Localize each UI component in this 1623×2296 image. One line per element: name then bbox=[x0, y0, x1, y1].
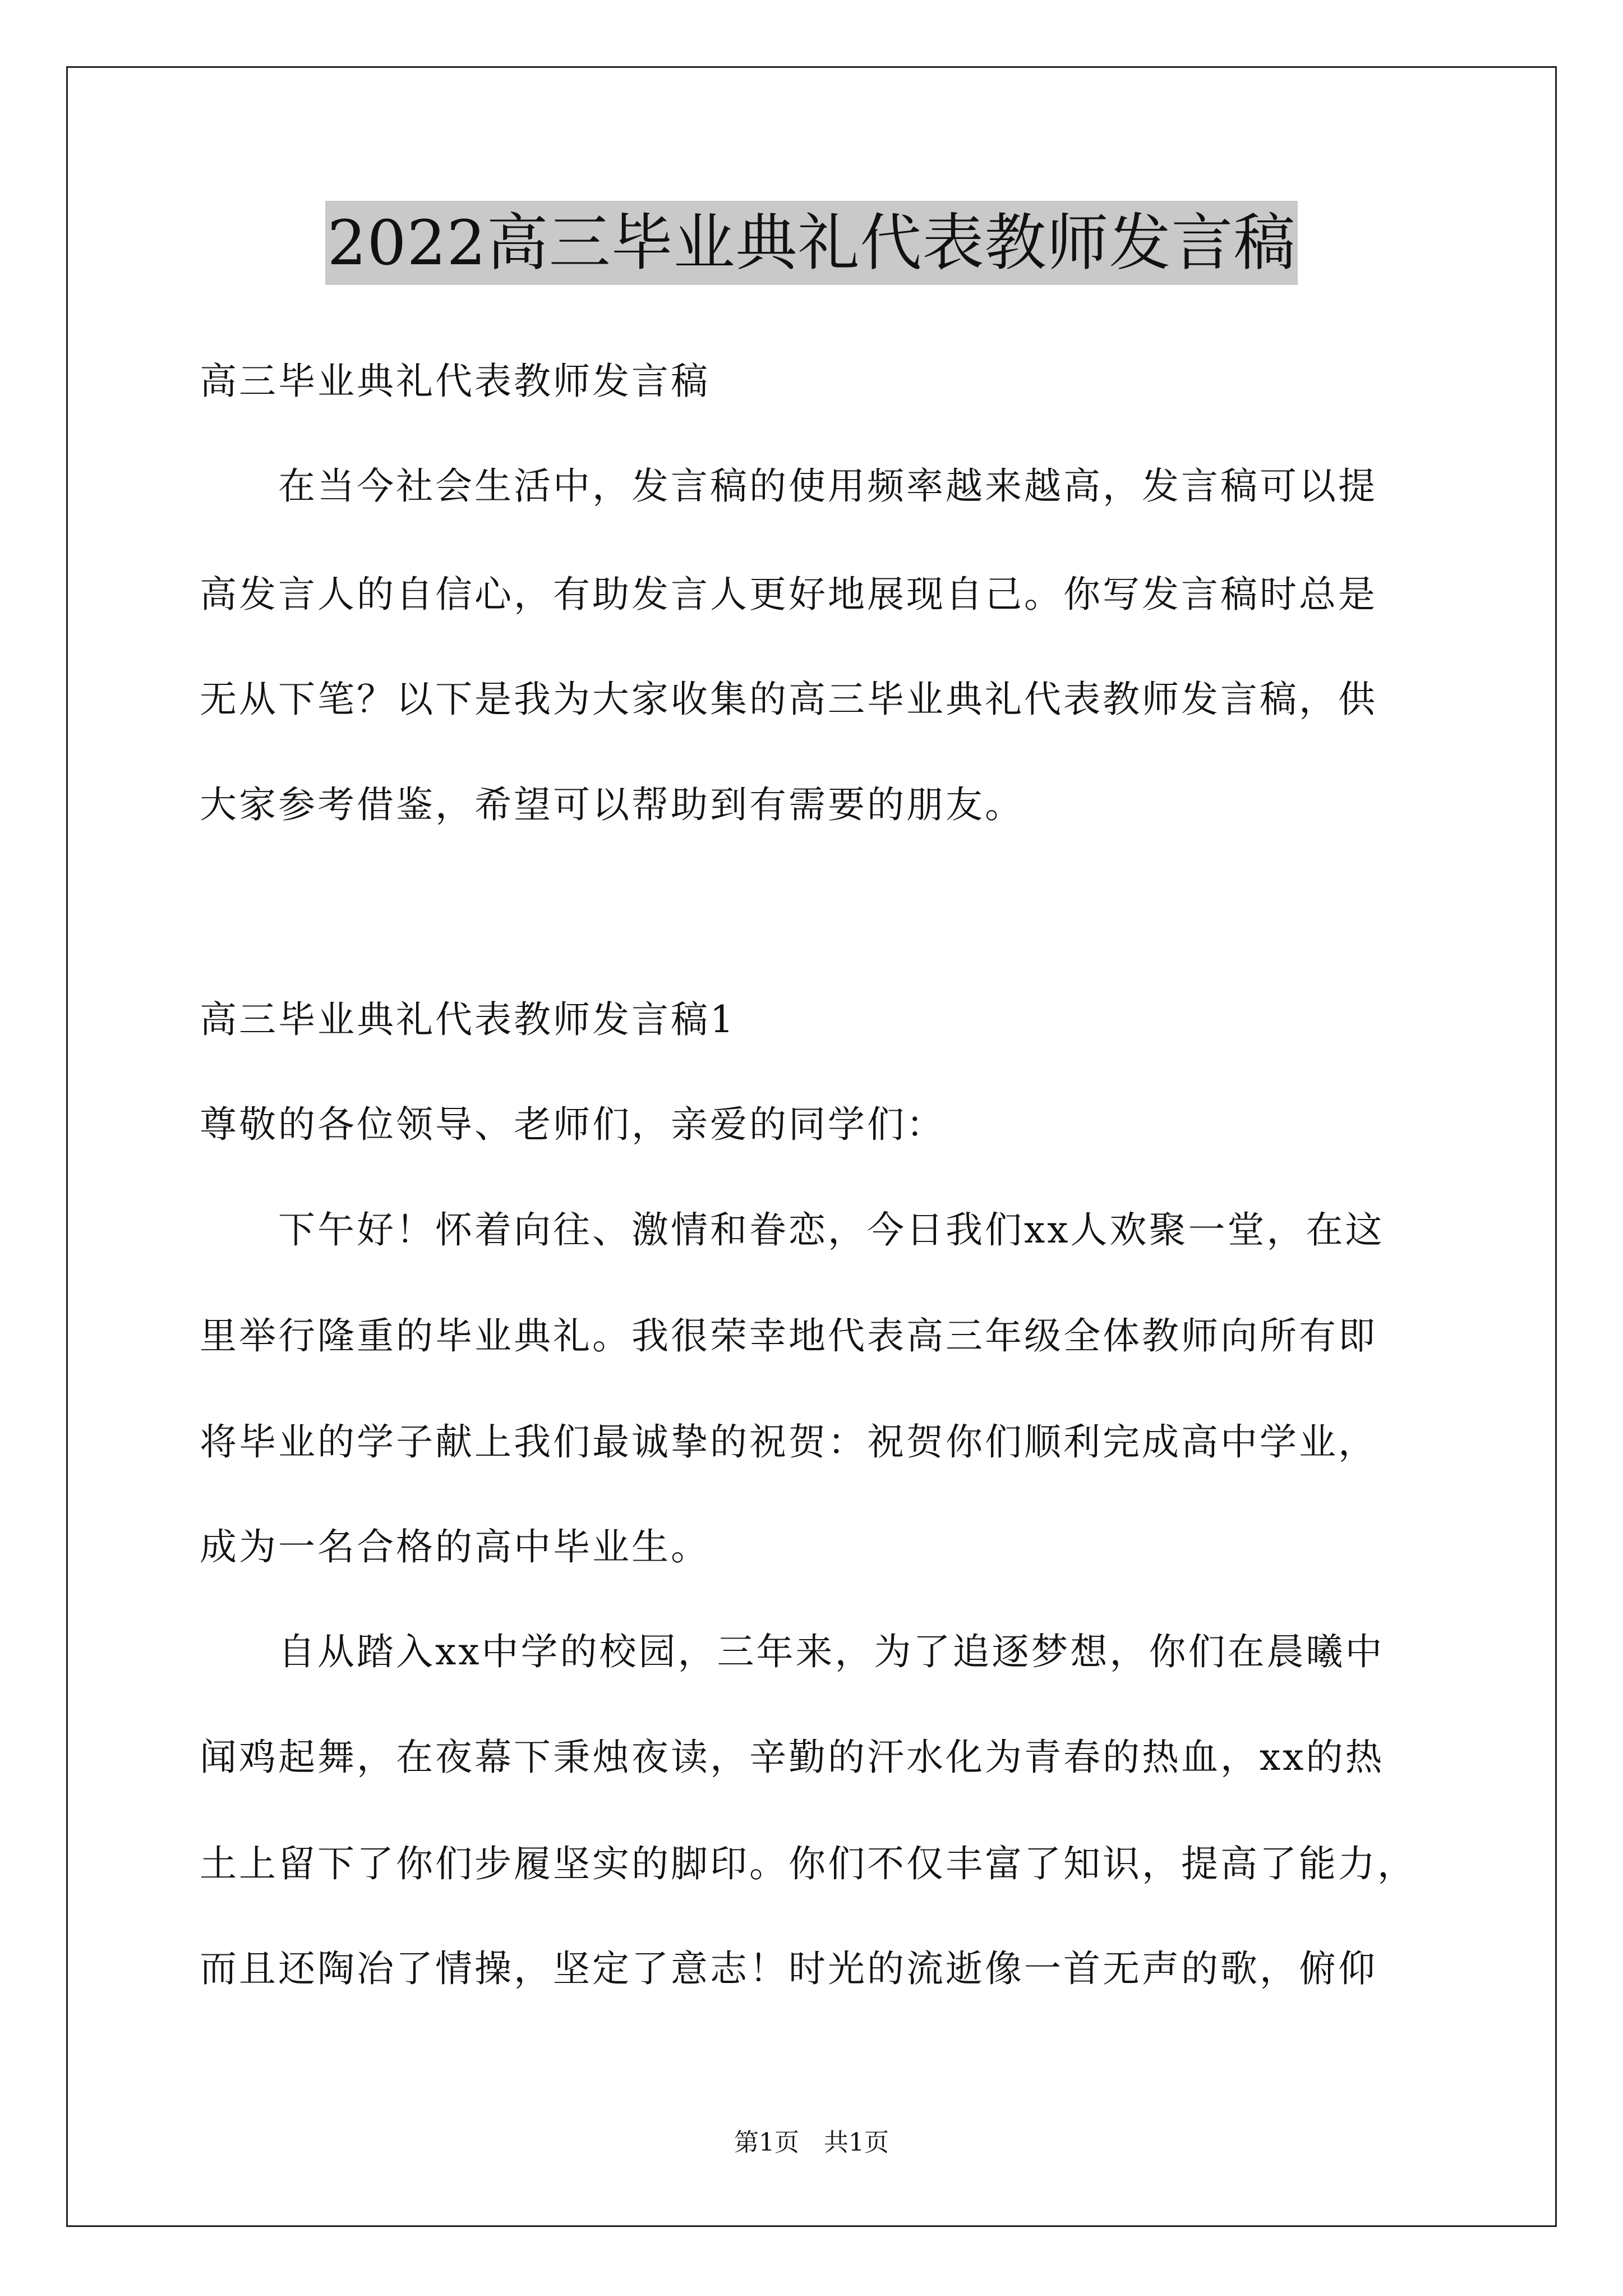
paragraph-line: 无从下笔？以下是我为大家收集的高三毕业典礼代表教师发言稿，供 bbox=[200, 678, 1377, 721]
document-title: 2022高三毕业典礼代表教师发言稿 bbox=[325, 201, 1298, 285]
paragraph-line: 下午好！怀着向往、激情和眷恋，今日我们xx人欢聚一堂，在这 bbox=[200, 1208, 1385, 1251]
paragraph-line: 闻鸡起舞，在夜幕下秉烛夜读，辛勤的汗水化为青春的热血，xx的热 bbox=[200, 1736, 1385, 1779]
paragraph-line: 在当今社会生活中，发言稿的使用频率越来越高，发言稿可以提 bbox=[200, 464, 1377, 508]
title-container bbox=[0, 201, 1623, 285]
paragraph-line: 高发言人的自信心，有助发言人更好地展现自己。你写发言稿时总是 bbox=[200, 573, 1377, 616]
paragraph-line: 将毕业的学子献上我们最诚挚的祝贺：祝贺你们顺利完成高中学业， bbox=[200, 1420, 1377, 1464]
paragraph-line: 里举行隆重的毕业典礼。我很荣幸地代表高三年级全体教师向所有即 bbox=[200, 1314, 1377, 1358]
page-footer: 第1页 共1页 bbox=[734, 2128, 889, 2157]
salutation-line: 尊敬的各位领导、老师们，亲爱的同学们： bbox=[200, 1103, 946, 1146]
paragraph-line: 土上留下了你们步履坚实的脚印。你们不仅丰富了知识，提高了能力， bbox=[200, 1842, 1417, 1885]
paragraph-line: 成为一名合格的高中毕业生。 bbox=[200, 1525, 710, 1568]
paragraph-line: 而且还陶冶了情操，坚定了意志！时光的流逝像一首无声的歌，俯仰 bbox=[200, 1947, 1377, 1990]
section-heading: 高三毕业典礼代表教师发言稿1 bbox=[200, 998, 736, 1041]
subtitle-line: 高三毕业典礼代表教师发言稿 bbox=[200, 360, 710, 403]
paragraph-line: 自从踏入xx中学的校园，三年来，为了追逐梦想，你们在晨曦中 bbox=[200, 1630, 1385, 1673]
paragraph-line: 大家参考借鉴，希望可以帮助到有需要的朋友。 bbox=[200, 783, 1024, 826]
